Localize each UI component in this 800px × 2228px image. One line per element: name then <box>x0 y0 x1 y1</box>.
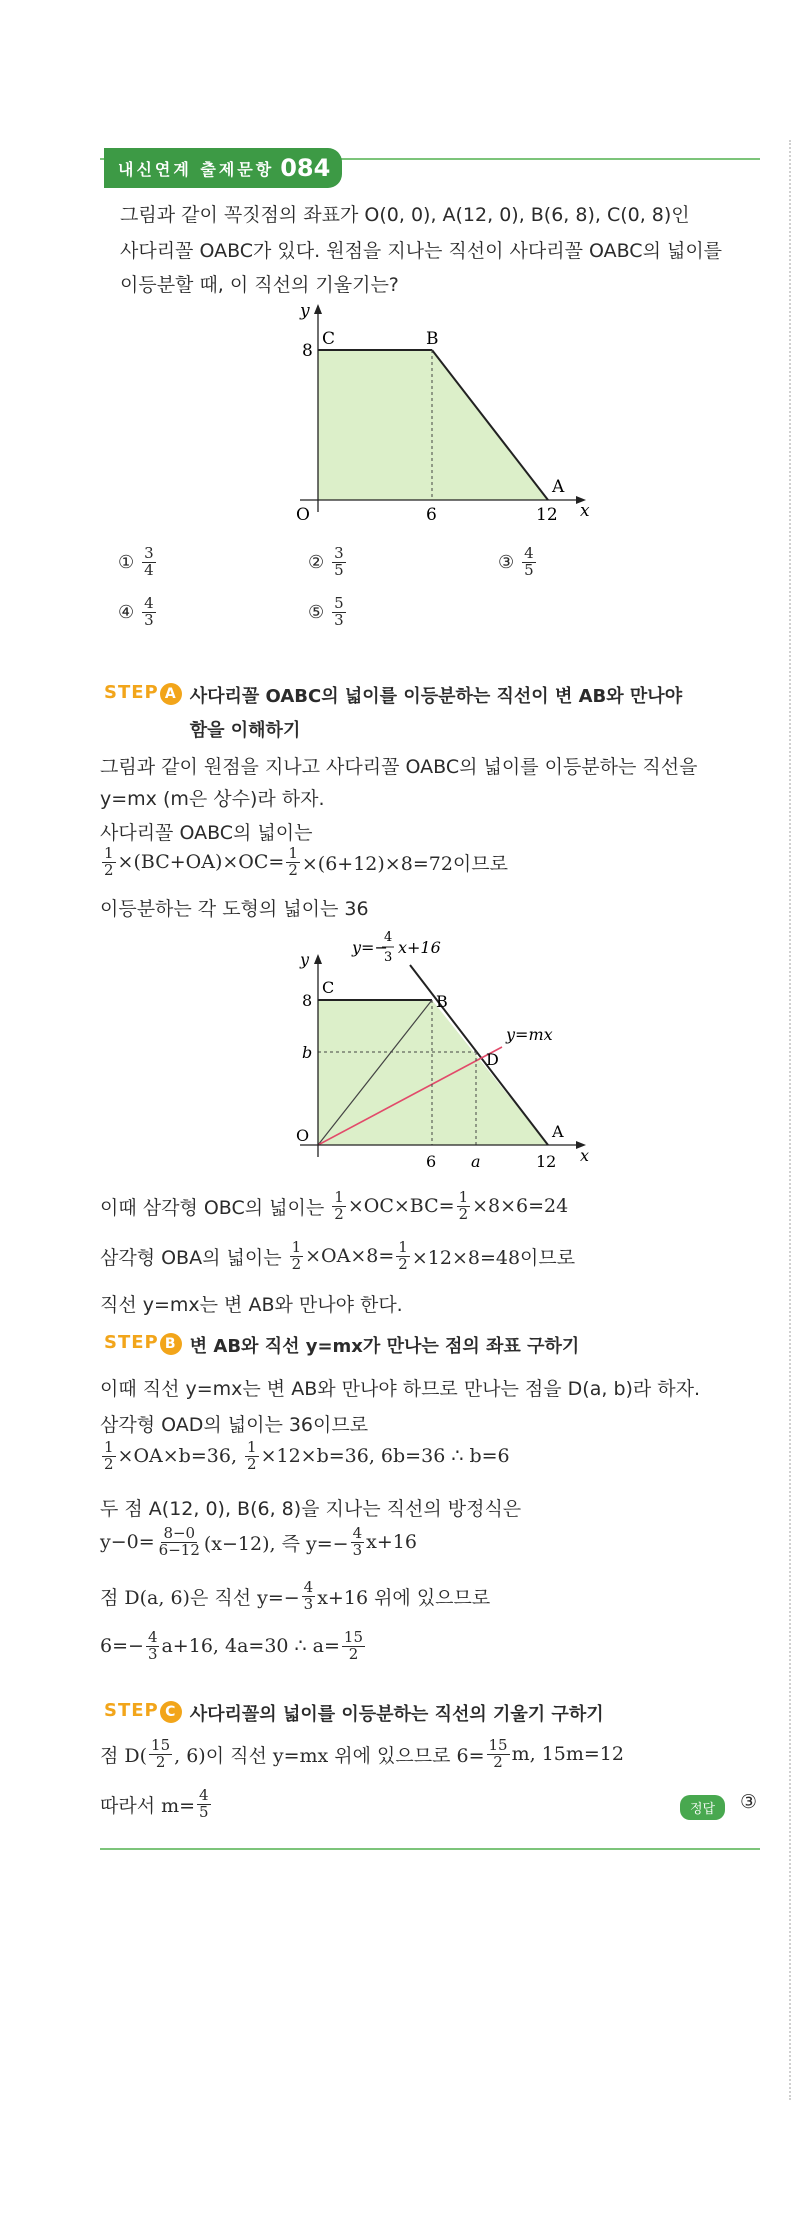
x-label-2: x <box>580 1146 590 1165</box>
answer-value: ③ <box>740 1791 758 1813</box>
step-c-letter: C <box>160 1701 182 1723</box>
line-eq-den: 3 <box>384 950 393 965</box>
tick-a: a <box>471 1152 481 1171</box>
step-c-title: 사다리꼴의 넓이를 이등분하는 직선의 기울기 구하기 <box>189 1704 604 1725</box>
step-b-line-6: 점 D(a, 6)은 직선 y=− $\frac{4}{3}$ x+16 위에 있으므로 <box>100 1578 491 1613</box>
tick-6-2: 6 <box>426 1152 437 1171</box>
trapezoid-fill <box>318 350 548 500</box>
choice-2[interactable] <box>308 546 348 579</box>
choice-5[interactable] <box>308 596 348 629</box>
step-a-conclusion: 직선 y=mx는 변 AB와 만나야 한다. <box>100 1294 403 1316</box>
step-a-line-3: 사다리꼴 OABC의 넓이는 <box>100 822 313 844</box>
problem-line-1: 그림과 같이 꼭짓점의 좌표가 O(0, 0), A(12, 0), B(6, 8), C(0, 8)인 <box>120 204 690 226</box>
x-label: x <box>580 501 590 521</box>
choice-4-marker: ④ <box>118 601 135 623</box>
choice-4-num: 4 <box>144 594 154 612</box>
step-a-line-5: 이등분하는 각 도형의 넓이는 36 <box>100 898 369 920</box>
step-b-heading <box>104 1332 579 1358</box>
tick-8-2: 8 <box>302 991 313 1010</box>
figure-1-trapezoid <box>280 300 600 525</box>
choice-5-marker: ⑤ <box>308 601 325 623</box>
label-o-2: O <box>296 1126 310 1145</box>
step-b-line-1: 이때 직선 y=mx는 변 AB와 만나야 하므로 만나는 점을 D(a, b)라 하자. <box>100 1378 701 1400</box>
label-b: B <box>426 329 439 349</box>
margin-dotted-line <box>789 140 791 2100</box>
figure-2-bisector <box>280 925 610 1175</box>
choice-5-den: 3 <box>334 610 344 629</box>
step-a-title-2: 함을 이해하기 <box>189 720 301 741</box>
tick-12-2: 12 <box>536 1152 557 1171</box>
choice-3-marker: ③ <box>498 551 515 573</box>
bottom-rule <box>100 1848 760 1850</box>
step-a-line-4-mid: ×(BC+OA)×OC= <box>117 851 285 874</box>
step-b-line-4: 두 점 A(12, 0), B(6, 8)을 지나는 직선의 방정식은 <box>100 1498 522 1520</box>
step-b-line-2: 삼각형 OAD의 넓이는 36이므로 <box>100 1414 369 1436</box>
step-a-letter: A <box>160 683 182 705</box>
step-a-line-1: 그림과 같이 원점을 지나고 사다리꼴 OABC의 넓이를 이등분하는 직선을 <box>100 756 698 778</box>
tick-6: 6 <box>426 505 437 525</box>
step-b-title: 변 AB와 직선 y=mx가 만나는 점의 좌표 구하기 <box>189 1336 580 1357</box>
choice-1-marker: ① <box>118 551 135 573</box>
choice-1[interactable] <box>118 546 158 579</box>
y-axis-arrow-icon-2 <box>314 954 322 964</box>
problem-badge <box>104 148 342 188</box>
choice-2-num: 3 <box>334 544 344 562</box>
label-c: C <box>322 329 336 349</box>
tick-12: 12 <box>536 505 558 525</box>
line-eq-prefix: y=− <box>352 938 388 957</box>
step-a-obc: 이때 삼각형 OBC의 넓이는 $\frac{1}{2}$ ×OC×BC= $\frac{1}{2}$ ×8×6=24 <box>100 1188 569 1223</box>
line-eq-suffix: x+16 <box>398 938 441 957</box>
step-b-line-3: $\frac{1}{2}$ ×OA×b=36, $\frac{1}{2}$ ×12×b=36, 6b=36 ∴ b=6 <box>104 1438 510 1473</box>
step-a-line-2: y=mx (m은 상수)라 하자. <box>100 788 325 810</box>
label-b-2: B <box>436 992 448 1011</box>
choice-5-num: 5 <box>334 594 344 612</box>
label-d: D <box>486 1050 499 1069</box>
label-o: O <box>296 505 310 525</box>
line-eq-num: 4 <box>384 930 393 945</box>
y-axis-arrow-icon <box>314 304 322 314</box>
trapezoid-fill-2 <box>318 1000 548 1145</box>
choice-1-den: 4 <box>144 560 154 579</box>
step-c-label: STEP C <box>104 1700 182 1723</box>
label-a: A <box>552 477 565 497</box>
tick-b: b <box>302 1043 313 1062</box>
step-a-heading <box>104 682 682 742</box>
choice-3[interactable] <box>498 546 538 579</box>
label-mx: y=mx <box>506 1025 553 1044</box>
y-label-2: y <box>300 950 310 969</box>
label-c-2: C <box>322 978 335 997</box>
tick-8: 8 <box>302 341 313 361</box>
choice-3-den: 5 <box>524 560 534 579</box>
choice-2-marker: ② <box>308 551 325 573</box>
badge-number: 084 <box>280 154 331 182</box>
problem-line-2: 사다리꼴 OABC가 있다. 원점을 지나는 직선이 사다리꼴 OABC의 넓이를 <box>120 240 723 262</box>
step-a-title-1: 사다리꼴 OABC의 넓이를 이등분하는 직선이 변 AB와 만나야 <box>189 686 683 707</box>
step-a-oba: 삼각형 OBA의 넓이는 $\frac{1}{2}$ ×OA×8= $\frac{1}{2}$ ×12×8=48이므로 <box>100 1238 576 1273</box>
choice-2-den: 5 <box>334 560 344 579</box>
step-b-letter: B <box>160 1333 182 1355</box>
step-c-line-2: 따라서 m= $\frac{4}{5}$ <box>100 1786 209 1821</box>
step-a-label: STEP A <box>104 682 182 705</box>
step-a-line-4-end: ×(6+12)×8=72이므로 <box>301 852 508 875</box>
step-b-line-7: 6=− $\frac{4}{3}$ a+16, 4a=30 ∴ a= $\frac{15}{2}$ <box>100 1628 364 1663</box>
step-a-line-4: $\frac{1}{2}$ ×(BC+OA)×OC= $\frac{1}{2}$ ×(6+12)×8=72이므로 <box>104 844 508 879</box>
label-a-2: A <box>552 1122 564 1141</box>
choice-3-num: 4 <box>524 544 534 562</box>
badge-label: 내신연계 출제문항 <box>118 159 275 179</box>
choice-1-num: 3 <box>144 544 154 562</box>
answer-badge: 정답 <box>680 1795 725 1820</box>
step-b-label: STEP B <box>104 1332 182 1355</box>
y-label: y <box>300 301 310 321</box>
choice-4-den: 3 <box>144 610 154 629</box>
problem-line-3: 이등분할 때, 이 직선의 기울기는? <box>120 274 399 296</box>
step-c-heading <box>104 1700 604 1726</box>
step-b-line-5: y−0= $\frac{8-0}{6-12}$ (x−12), 즉 y=− $\frac{4}{3}$ x+16 <box>100 1524 417 1559</box>
step-c-line-1: 점 D( $\frac{15}{2}$ , 6)이 직선 y=mx 위에 있으므로 6= $\frac{15}{2}$ m, 15m=12 <box>100 1736 624 1771</box>
choice-4[interactable] <box>118 596 158 629</box>
